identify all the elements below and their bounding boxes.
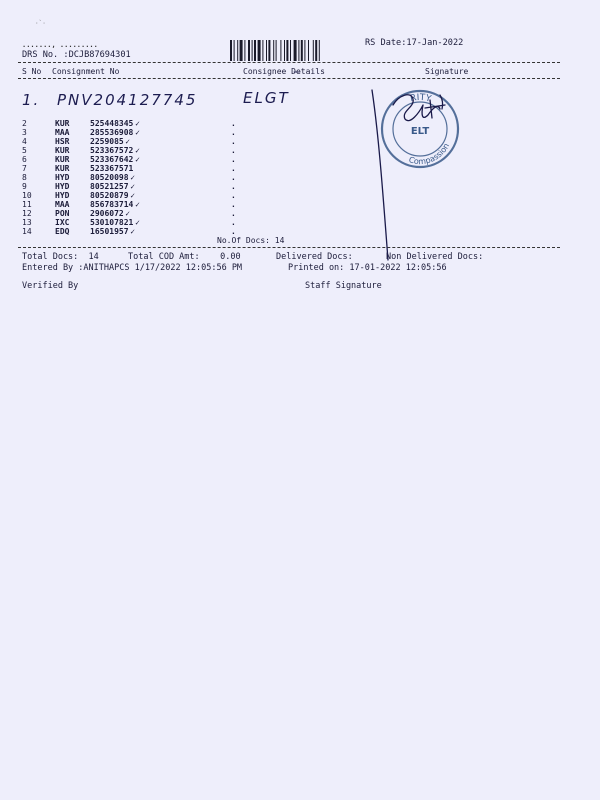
barcode-bar	[268, 40, 270, 61]
row-consignee-dot: .	[231, 146, 236, 155]
row-consignee-dot: .	[231, 164, 236, 173]
barcode-bar	[308, 40, 309, 61]
handwritten-consignment: PNV204127745	[57, 91, 198, 109]
row-consignment-number: 530107821	[90, 218, 134, 227]
row-sno: 3	[22, 128, 27, 137]
row-station-code: MAA	[55, 200, 70, 209]
row-tick-mark: ✓	[130, 182, 136, 191]
row-tick-mark: ✓	[135, 146, 140, 155]
row-tick-mark: ✓	[125, 209, 131, 218]
row-consignment-number: 856783714	[90, 200, 134, 209]
row-consignee-dot: .	[231, 209, 236, 218]
row-consignee-dot: .	[231, 200, 236, 209]
verified-by: Verified By	[22, 281, 79, 291]
row-station-code: IXC	[55, 218, 70, 227]
row-consignment-number: 523367642	[90, 155, 134, 164]
row-consignee-dot: .	[231, 155, 236, 164]
total-docs: Total Docs: 14	[22, 252, 99, 262]
no-of-docs: No.Of Docs: 14	[217, 236, 285, 245]
entered-by: Entered By :ANITHAPCS 1/17/2022 12:05:56 PM	[22, 263, 243, 273]
column-consignee-header: Consignee Details	[243, 67, 325, 76]
row-sno: 4	[22, 137, 27, 146]
row-station-code: KUR	[55, 119, 70, 128]
barcode-bar	[262, 40, 263, 61]
row-consignment-number: 525448345	[90, 119, 134, 128]
row-consignee-dot: .	[231, 191, 236, 200]
barcode-bar	[254, 40, 256, 61]
row-consignee-dot: .	[231, 227, 236, 236]
column-signature-header: Signature	[425, 67, 469, 76]
barcode-bar	[290, 40, 291, 61]
column-consignment-header: Consignment No	[52, 67, 120, 76]
barcode-bar	[315, 40, 317, 61]
barcode	[230, 40, 354, 61]
row-tick-mark: ✓	[135, 155, 140, 164]
rs-date-label: RS Date	[365, 38, 402, 48]
row-tick-mark: ✓	[125, 137, 131, 146]
non-delivered-docs: Non Delivered Docs:	[386, 252, 484, 262]
company-stamp	[370, 82, 470, 172]
row-tick-mark: ✓	[130, 173, 136, 182]
divider-totals	[18, 247, 560, 248]
barcode-bar	[240, 40, 243, 61]
barcode-bar	[244, 40, 245, 61]
total-cod-amount: Total COD Amt: 0.00	[128, 252, 241, 262]
barcode-bar	[280, 40, 281, 61]
row-sno: 10	[22, 191, 32, 200]
handwritten-consignee: ELGT	[243, 89, 290, 107]
row-consignee-dot: .	[231, 218, 236, 227]
row-tick-mark: ✓	[135, 119, 140, 128]
row-tick-mark: ✓	[135, 200, 140, 209]
row-sno: 8	[22, 173, 27, 182]
row-station-code: HYD	[55, 191, 70, 200]
row-station-code: HSR	[55, 137, 70, 146]
row-consignment-number: 80520098	[90, 173, 129, 182]
barcode-bar	[273, 40, 274, 61]
barcode-bar	[298, 40, 299, 61]
stamp-top-text: RITY	[409, 92, 433, 105]
barcode-bar	[248, 40, 250, 61]
row-sno: 13	[22, 218, 32, 227]
barcode-bar	[313, 40, 314, 61]
row-station-code: PON	[55, 209, 70, 218]
row-station-code: KUR	[55, 146, 70, 155]
row-sno: 9	[22, 182, 27, 191]
barcode-bar	[237, 40, 238, 61]
row-consignment-number: 523367572	[90, 146, 134, 155]
row-station-code: HYD	[55, 182, 70, 191]
row-station-code: HYD	[55, 173, 70, 182]
staff-signature: Staff Signature	[305, 281, 382, 291]
delivered-docs: Delivered Docs:	[276, 252, 353, 262]
printed-on: Printed on: 17-01-2022 12:05:56	[288, 263, 447, 273]
rs-date	[365, 38, 463, 48]
row-tick-mark: ✓	[135, 128, 140, 137]
barcode-bar	[301, 40, 303, 61]
row-station-code: KUR	[55, 155, 70, 164]
row-tick-mark: ✓	[130, 191, 136, 200]
row-consignee-dot: .	[231, 128, 236, 137]
row-consignee-dot: .	[231, 119, 236, 128]
divider-header	[18, 78, 560, 79]
row-tick-mark: ✓	[130, 227, 136, 236]
barcode-bar	[258, 40, 261, 61]
row-sno: 11	[22, 200, 32, 209]
barcode-bar	[319, 40, 320, 61]
handwritten-sno: 1.	[22, 91, 41, 109]
row-consignment-number: 80521257	[90, 182, 129, 191]
row-sno: 2	[22, 119, 27, 128]
rs-date-value: :17-Jan-2022	[401, 38, 464, 48]
divider-top	[18, 62, 560, 63]
header-partial-line: ......., .........	[22, 41, 98, 49]
scan-speck: ·`·	[35, 20, 46, 27]
barcode-bar	[286, 40, 288, 61]
barcode-bar	[252, 40, 253, 61]
barcode-bar	[304, 40, 305, 61]
row-sno: 5	[22, 146, 27, 155]
barcode-bar	[276, 40, 277, 61]
row-station-code: KUR	[55, 164, 70, 173]
row-consignee-dot: .	[231, 173, 236, 182]
barcode-bar	[230, 40, 232, 61]
row-consignee-dot: .	[231, 182, 236, 191]
row-sno: 6	[22, 155, 27, 164]
row-sno: 14	[22, 227, 32, 236]
drs-label: DRS No.	[22, 50, 59, 60]
row-consignment-number: 2906072	[90, 209, 124, 218]
drs-number	[22, 50, 131, 60]
row-tick-mark: ✓	[135, 218, 140, 227]
row-consignment-number: 2259085	[90, 137, 124, 146]
row-sno: 12	[22, 209, 32, 218]
row-consignment-number: 16501957	[90, 227, 129, 236]
row-sno: 7	[22, 164, 27, 173]
row-consignment-number: 80520879	[90, 191, 129, 200]
barcode-bar	[266, 40, 267, 61]
row-consignment-number: 523367571	[90, 164, 134, 173]
row-consignment-number: 285536908	[90, 128, 134, 137]
barcode-bar	[294, 40, 297, 61]
barcode-bar	[284, 40, 285, 61]
row-consignee-dot: .	[231, 137, 236, 146]
row-station-code: MAA	[55, 128, 70, 137]
stamp-bottom-text: Compassion	[407, 141, 452, 167]
stamp-center-text: ELT	[410, 126, 430, 137]
barcode-bar	[234, 40, 235, 61]
column-sno-header: S No	[22, 67, 42, 76]
row-station-code: EDQ	[55, 227, 70, 236]
drs-value: :DCJB87694301	[63, 50, 131, 60]
